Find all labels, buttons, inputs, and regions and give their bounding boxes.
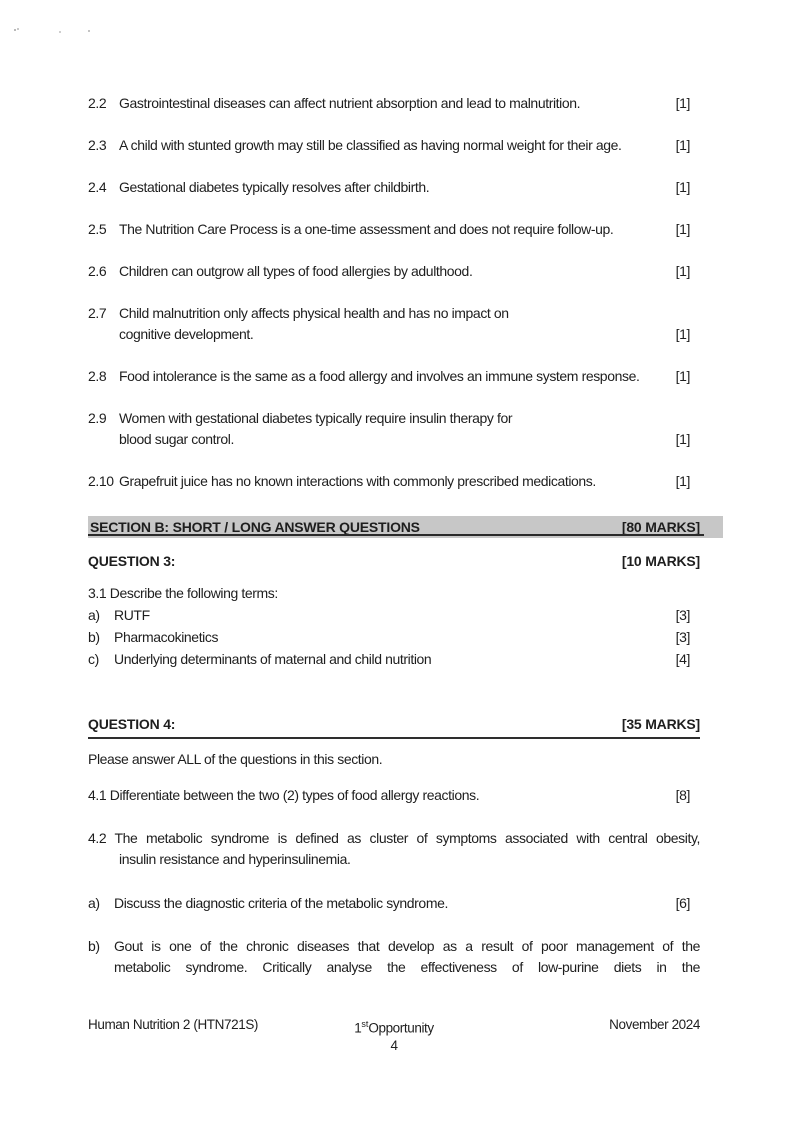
item-label: a) — [88, 895, 100, 911]
footer-opportunity-label: Opportunity — [368, 1020, 434, 1036]
item-marks: [1] — [675, 137, 690, 153]
item-text: 4.1 Differentiate between the two (2) types of food allergy reactions. — [88, 787, 480, 803]
item-line: cognitive development. — [119, 326, 254, 342]
item-text: Pharmacokinetics — [114, 629, 219, 645]
item-text — [119, 219, 670, 240]
item-line: Grapefruit juice has no known interactions with commonly prescribed medications. — [119, 473, 596, 489]
item-number: 2.4 — [88, 179, 107, 195]
q4-sub-a — [88, 893, 700, 914]
item-marks: [1] — [675, 179, 690, 195]
item-marks: [1] — [675, 368, 690, 384]
item-marks: [3] — [675, 607, 690, 623]
item-number: 2.10 — [88, 473, 114, 489]
tf-item-2-9 — [88, 408, 700, 450]
item-text — [119, 177, 670, 198]
item-line: Gestational diabetes typically resolves after childbirth. — [119, 179, 430, 195]
item-text — [119, 135, 670, 156]
tf-item-2-4 — [88, 177, 700, 198]
item-text — [114, 936, 700, 978]
page-footer — [88, 1014, 700, 1035]
question-3-marks: [10 MARKS] — [621, 553, 700, 569]
item-label: b) — [88, 629, 100, 645]
item-marks: [4] — [675, 651, 690, 667]
item-line: Children can outgrow all types of food allergies by adulthood. — [119, 263, 473, 279]
item-text: Discuss the diagnostic criteria of the metabolic syndrome. — [114, 895, 448, 911]
item-line: Child malnutrition only affects physical health and has no impact on — [119, 305, 509, 321]
tf-item-2-5 — [88, 219, 700, 240]
item-number: 2.8 — [88, 368, 107, 384]
footer-opportunity-number: 1 — [354, 1020, 362, 1036]
item-number: 2.5 — [88, 221, 107, 237]
item-line: Food intolerance is the same as a food allergy and involves an immune system response. — [119, 368, 640, 384]
item-line: blood sugar control. — [119, 431, 234, 447]
section-b-underline — [88, 534, 704, 536]
item-marks: [6] — [675, 895, 690, 911]
tf-item-2-2 — [88, 93, 700, 114]
tf-item-2-7 — [88, 303, 700, 345]
item-line: insulin resistance and hyperinsulinemia. — [119, 851, 351, 867]
page-content — [88, 0, 700, 978]
question-4-title: QUESTION 4: — [88, 716, 176, 732]
item-text: Underlying determinants of maternal and child nutrition — [114, 651, 432, 667]
question-3-header — [88, 551, 700, 572]
section-b-title: SECTION B: SHORT / LONG ANSWER QUESTIONS — [90, 518, 420, 535]
footer-opportunity-ordinal: st — [361, 1019, 369, 1029]
q3-item-a — [88, 605, 700, 626]
page-number: 4 — [390, 1038, 398, 1053]
tf-item-2-3 — [88, 135, 700, 156]
item-text — [119, 366, 670, 387]
item-marks: [1] — [675, 263, 690, 279]
item-marks: [1] — [675, 431, 690, 447]
item-marks: [1] — [675, 95, 690, 111]
item-marks: [3] — [675, 629, 690, 645]
question-3-items — [88, 605, 700, 670]
item-text — [119, 261, 670, 282]
tf-item-2-10 — [88, 471, 700, 492]
item-number: 2.2 — [88, 95, 107, 111]
section-b-marks: [80 MARKS] — [621, 518, 700, 535]
item-label: b) — [88, 938, 100, 954]
item-text — [119, 408, 670, 450]
item-line: A child with stunted growth may still be classified as having normal weight for their age. — [119, 137, 622, 153]
footer-course: Human Nutrition 2 (HTN721S) — [88, 1017, 259, 1032]
item-label: a) — [88, 607, 100, 623]
footer-date: November 2024 — [609, 1017, 700, 1032]
q4-item-42 — [88, 828, 700, 870]
item-label: c) — [88, 651, 99, 667]
item-text — [119, 303, 670, 345]
item-line: Gastrointestinal diseases can affect nutrient absorption and lead to malnutrition. — [119, 95, 581, 111]
item-line: metabolic syndrome. Critically analyse the effectiveness of low-purine diets in the — [114, 959, 700, 975]
question-4-instruction: Please answer ALL of the questions in this section. — [88, 751, 383, 767]
q3-item-b — [88, 627, 700, 648]
item-text — [119, 93, 670, 114]
item-marks: [1] — [675, 221, 690, 237]
item-number: 2.6 — [88, 263, 107, 279]
section-b-header — [88, 516, 723, 538]
item-marks: [1] — [675, 326, 690, 342]
question-4-marks: [35 MARKS] — [621, 716, 700, 732]
item-text — [119, 471, 670, 492]
q4-sub-b — [88, 936, 700, 978]
item-marks: [8] — [675, 787, 690, 803]
item-text: RUTF — [114, 607, 150, 623]
item-number: 2.3 — [88, 137, 107, 153]
q4-item-41 — [88, 785, 700, 806]
question-3-title: QUESTION 3: — [88, 553, 176, 569]
item-line: Women with gestational diabetes typically require insulin therapy for — [119, 410, 513, 426]
scan-artifact — [14, 29, 16, 31]
item-line: 4.2 The metabolic syndrome is defined as cluster of symptoms associated with central obesity, — [88, 830, 700, 846]
tf-item-2-8 — [88, 366, 700, 387]
question-3-intro: 3.1 Describe the following terms: — [88, 585, 278, 601]
question-4-header — [88, 714, 700, 739]
item-line: The Nutrition Care Process is a one-time assessment and does not require follow-up. — [119, 221, 614, 237]
q3-item-c — [88, 649, 700, 670]
item-marks: [1] — [675, 473, 690, 489]
tf-item-2-6 — [88, 261, 700, 282]
item-number: 2.9 — [88, 410, 107, 426]
item-line: Gout is one of the chronic diseases that develop as a result of poor management of the — [114, 938, 700, 954]
item-number: 2.7 — [88, 305, 107, 321]
